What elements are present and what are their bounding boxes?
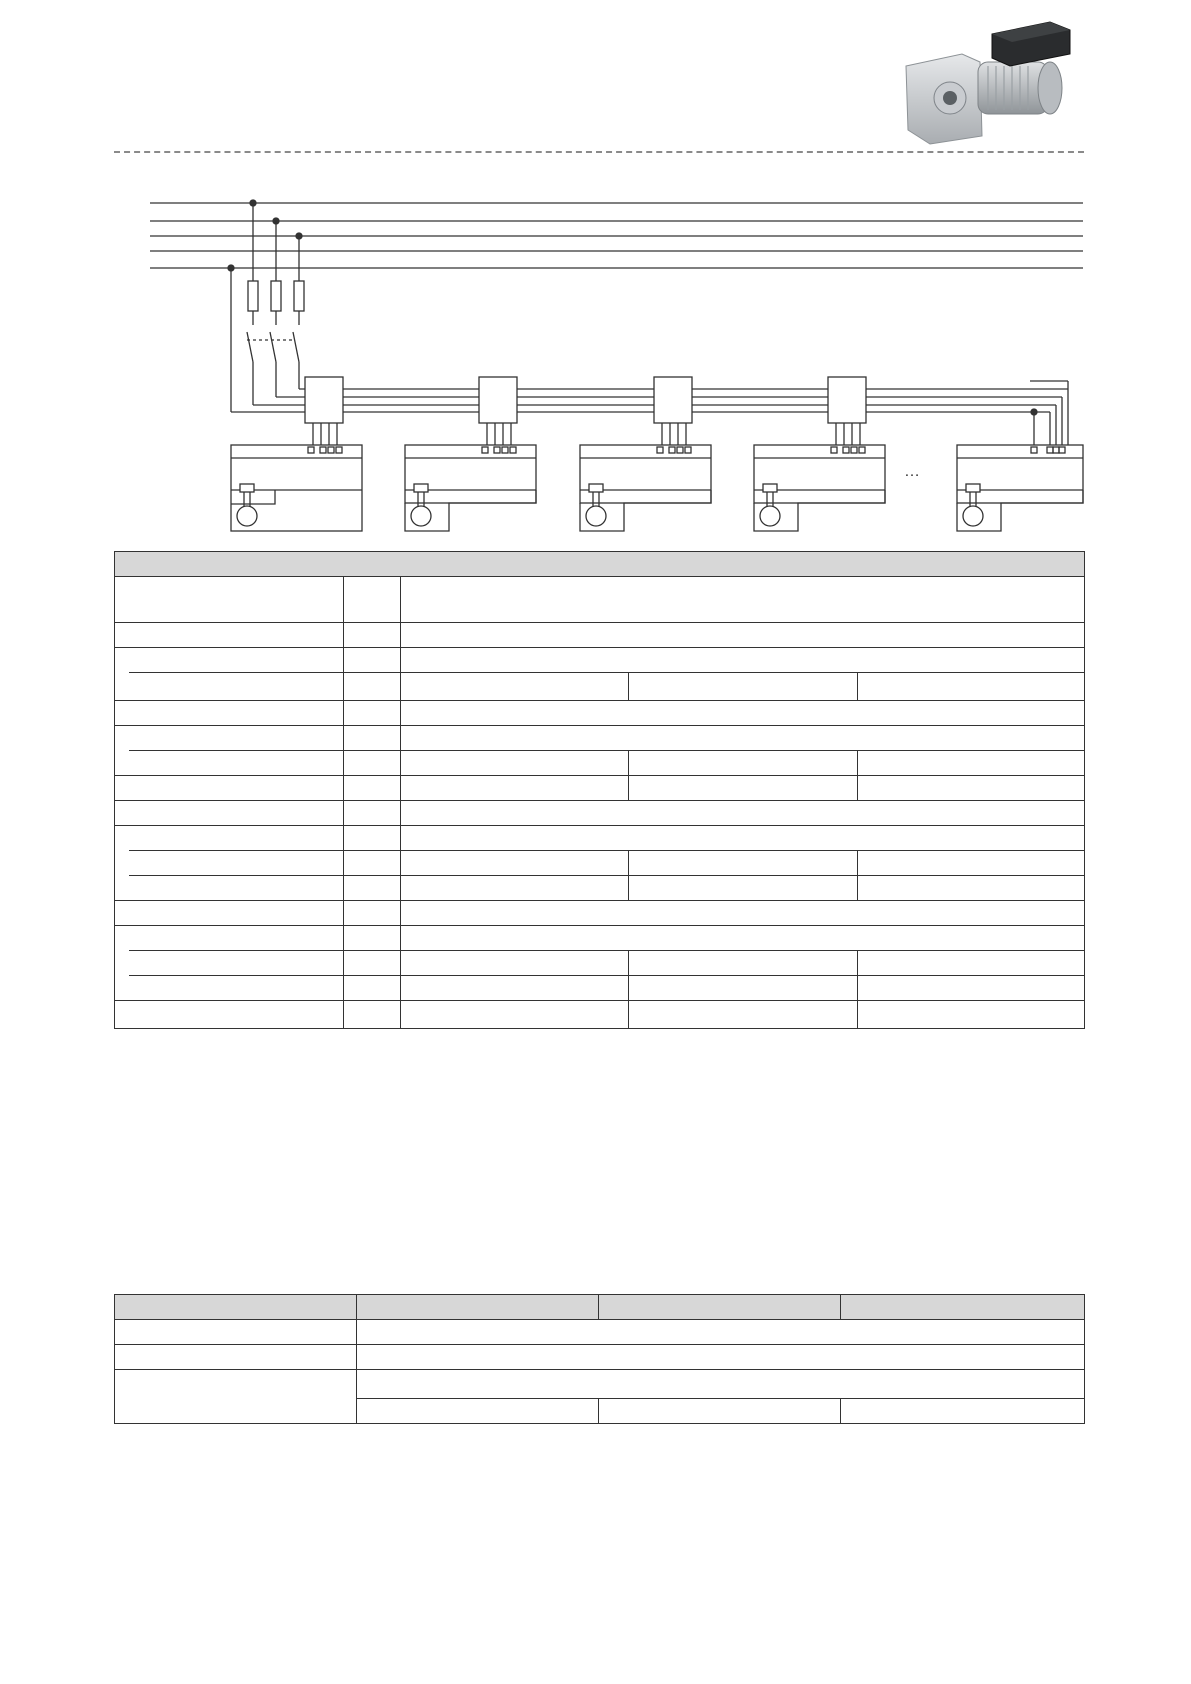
table-row (115, 776, 1085, 801)
table-row (115, 901, 1085, 926)
table-row (115, 801, 1085, 826)
drive-unit-3 (580, 377, 711, 531)
table-row (115, 1370, 1085, 1399)
table-row (115, 826, 1085, 851)
bus-taps (228, 200, 302, 412)
table-row (115, 951, 1085, 976)
table-row (115, 1001, 1085, 1029)
drive-unit-4 (754, 377, 885, 531)
table-row (115, 1320, 1085, 1345)
bottom-table-header-cell (115, 1295, 357, 1320)
table-row (115, 623, 1085, 648)
distribution-lines (231, 381, 1068, 445)
supply-bus (150, 203, 1083, 268)
bottom-table (114, 1294, 1085, 1424)
table-row (115, 926, 1085, 951)
table-row (115, 876, 1085, 901)
wiring-diagram (0, 0, 1191, 560)
table-row (115, 851, 1085, 876)
table-row (115, 1345, 1085, 1370)
main-switch (247, 332, 299, 405)
drive-unit-5 (957, 445, 1083, 531)
drive-unit-2 (405, 377, 536, 531)
table-row (115, 701, 1085, 726)
drive-unit-1 (231, 377, 362, 531)
table-row (115, 976, 1085, 1001)
spec-table-header (115, 552, 1085, 577)
continuation-marker: … (904, 463, 920, 480)
table-row (115, 673, 1085, 701)
table-row (115, 726, 1085, 751)
table-row (115, 577, 1085, 623)
table-row (115, 751, 1085, 776)
table-row (115, 648, 1085, 673)
spec-table (114, 551, 1085, 1029)
fuses (248, 281, 304, 311)
